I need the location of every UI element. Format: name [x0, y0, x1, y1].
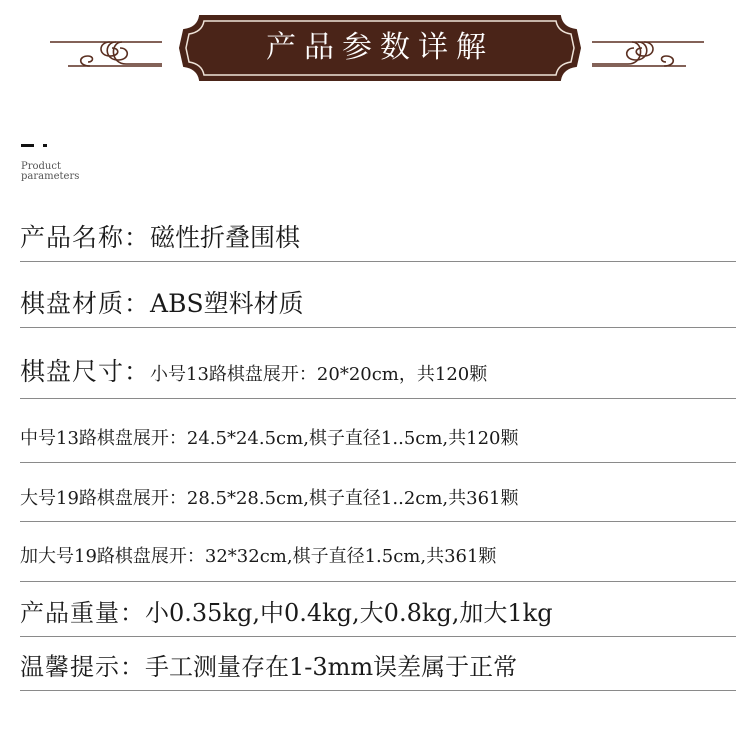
divider: [20, 398, 736, 399]
subtitle-line-1: Product: [21, 161, 61, 172]
param-row-note: [20, 648, 736, 686]
page-title: 产品参数详解: [266, 30, 494, 65]
divider: [20, 581, 736, 582]
divider: [20, 690, 736, 691]
param-value: 中号13路棋盘展开：24.5*24.5cm,棋子直径1..5cm,共120颗: [20, 428, 519, 449]
divider: [20, 636, 736, 637]
param-value: 小0.35kg,中0.4kg,大0.8kg,加大1kg: [145, 599, 553, 627]
param-label: 温馨提示：: [20, 653, 145, 681]
param-value: 磁性折叠围棋: [150, 223, 301, 252]
divider: [20, 261, 736, 262]
param-value: 加大号19路棋盘展开：32*32cm,棋子直径1.5cm,共361颗: [20, 546, 497, 567]
param-row-size-xlarge: [20, 542, 736, 572]
param-value: ABS塑料材质: [150, 289, 304, 318]
subtitle-line-2: parameters: [21, 171, 80, 182]
divider: [20, 521, 736, 522]
param-label: 棋盘材质：: [20, 289, 151, 318]
scroll-ornament-right-icon: [592, 36, 704, 70]
param-label: 棋盘尺寸：: [20, 357, 151, 386]
section-subtitle: [21, 162, 79, 182]
param-row-size-medium: [20, 424, 736, 454]
param-label: 产品重量：: [20, 599, 145, 627]
param-row-weight: [20, 594, 736, 632]
divider: [20, 462, 736, 463]
scroll-ornament-left-icon: [50, 36, 162, 70]
param-value: 手工测量存在1-3mm误差属于正常: [145, 653, 518, 681]
section-dot: [43, 144, 47, 147]
section-dash: [21, 144, 34, 147]
param-value: 大号19路棋盘展开：28.5*28.5cm,棋子直径1..2cm,共361颗: [20, 488, 519, 509]
param-row-size-large: [20, 484, 736, 514]
param-row-material: [20, 286, 736, 322]
title-banner: [178, 14, 582, 82]
param-value: 小号13路棋盘展开：20*20cm，共120颗: [150, 364, 488, 385]
param-row-size: [20, 354, 736, 393]
param-label: 产品名称：: [20, 223, 151, 252]
param-row-name: [20, 220, 736, 256]
divider: [20, 327, 736, 328]
